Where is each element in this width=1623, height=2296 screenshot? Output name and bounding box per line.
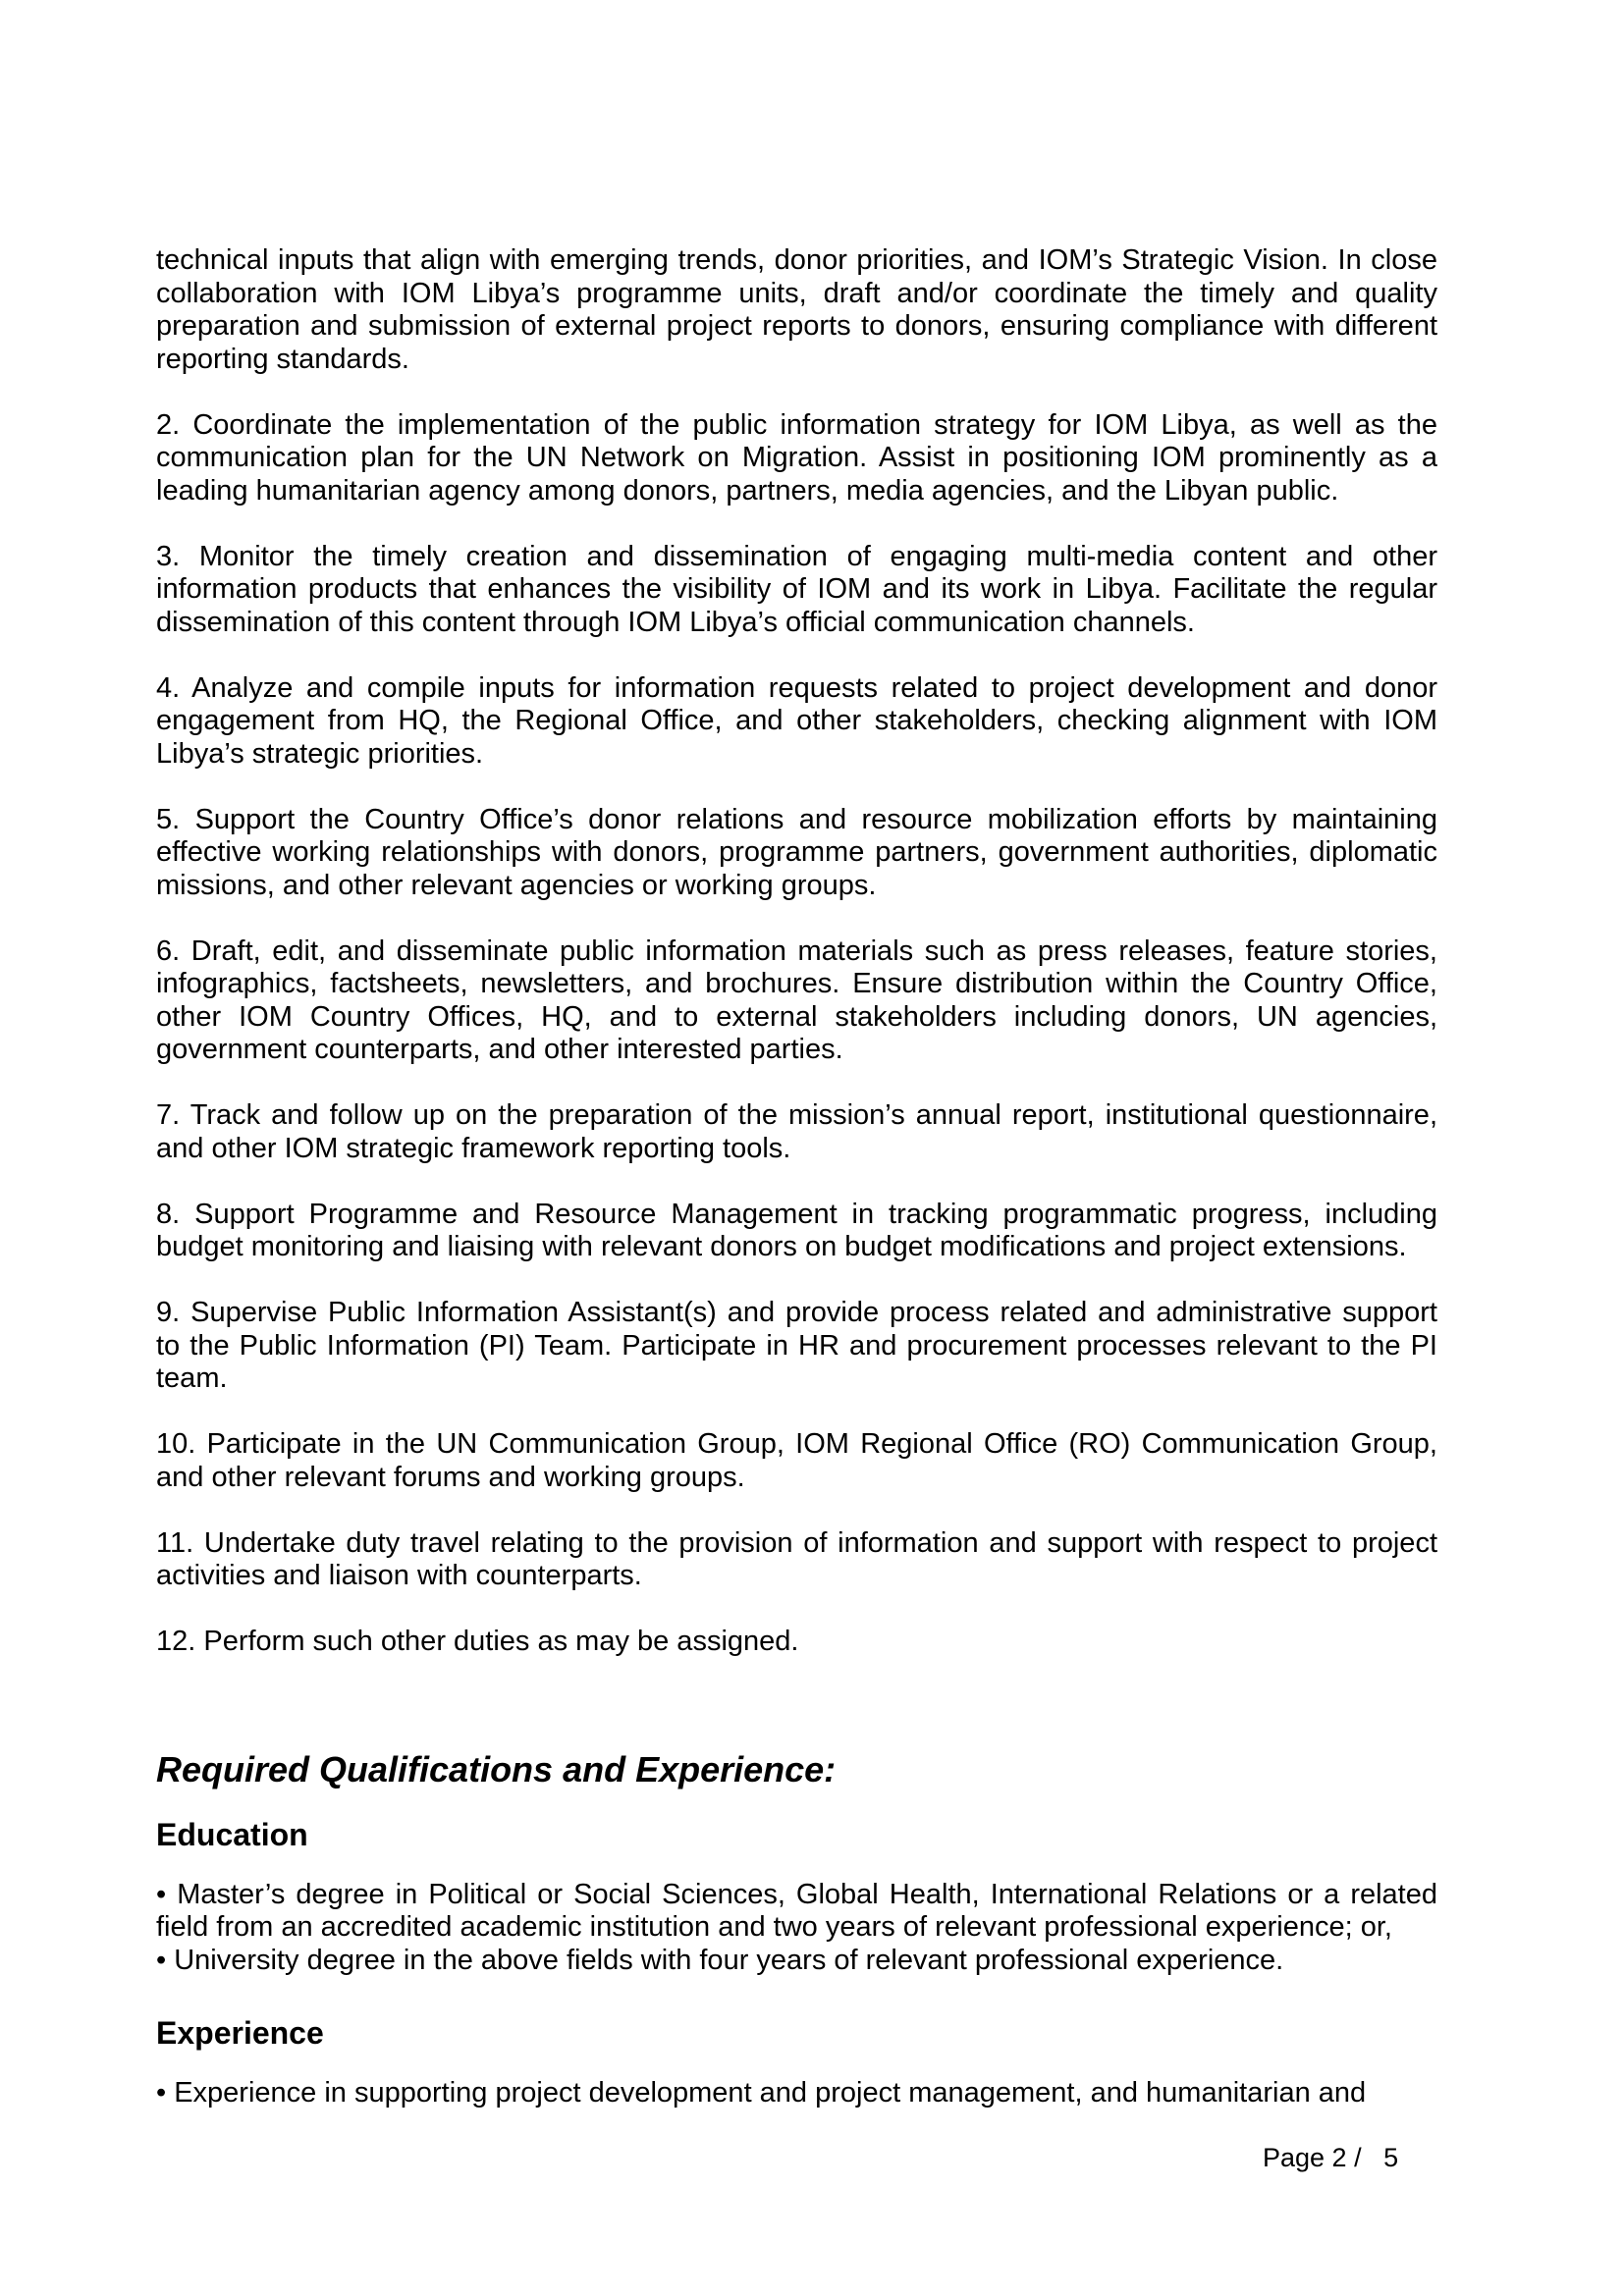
duty-item-11: 11. Undertake duty travel relating to the provision of information and support with respect to project activities and liaison with counterparts.	[156, 1526, 1437, 1591]
page-number: Page 2 / 5	[1263, 2143, 1399, 2172]
duty-item-2: 2. Coordinate the implementation of the public information strategy for IOM Libya, as well as the communication plan for the UN Network on Migration. Assist in positioning IOM prominently as a leading humanitarian agency among donors, partners, media agencies, and the Libyan public.	[156, 408, 1437, 507]
duty-item-6: 6. Draft, edit, and disseminate public information materials such as press releases, feature stories, infographics, factsheets, newsletters, and brochures. Ensure distribution within the Country Office, other IOM Country Offices, HQ, and to external stakeholders including donors, UN agencies, government counterparts, and other interested parties.	[156, 934, 1437, 1065]
duty-item-3: 3. Monitor the timely creation and dissemination of engaging multi-media content and other information products that enhances the visibility of IOM and its work in Libya. Facilitate the regular dissemination of this content through IOM Libya’s official communication channels.	[156, 540, 1437, 638]
education-bullet: • Master’s degree in Political or Social Sciences, Global Health, International Relations or a related field from an accredited academic institution and two years of relevant professional experience; or,	[156, 1878, 1437, 1943]
duty-item-10: 10. Participate in the UN Communication Group, IOM Regional Office (RO) Communication Group, and other relevant forums and working groups.	[156, 1428, 1437, 1493]
duty-item-9: 9. Supervise Public Information Assistant(s) and provide process related and administrative support to the Public Information (PI) Team. Participate in HR and procurement processes relevant to the PI team.	[156, 1297, 1437, 1394]
duty-item-8: 8. Support Programme and Resource Management in tracking programmatic progress, including budget monitoring and liaising with relevant donors on budget modifications and project extensions.	[156, 1198, 1437, 1262]
experience-list	[156, 2077, 1437, 2110]
duty-item-7: 7. Track and follow up on the preparation of the mission’s annual report, institutional questionnaire, and other IOM strategic framework reporting tools.	[156, 1099, 1437, 1164]
qualifications-heading: Required Qualifications and Experience:	[156, 1748, 837, 1789]
paragraph-intro-continuation: technical inputs that align with emerging trends, donor priorities, and IOM’s Strategic Vision. In close collaboration with IOM Libya’s programme units, draft and/or coordinate the timely and quality preparation and submission of external project reports to donors, ensuring compliance with different reporting standards.	[156, 244, 1437, 375]
education-bullet: • University degree in the above fields with four years of relevant professional experience.	[156, 1944, 1284, 1976]
experience-heading: Experience	[156, 2015, 324, 2051]
document-page	[156, 244, 1437, 2148]
duty-item-5: 5. Support the Country Office’s donor relations and resource mobilization efforts by maintaining effective working relationships with donors, programme partners, government authorities, diplomatic missions, and other relevant agencies or working groups.	[156, 803, 1437, 901]
education-heading: Education	[156, 1816, 308, 1852]
experience-bullet: • Experience in supporting project development and project management, and humanitarian and	[156, 2077, 1367, 2109]
duty-item-12: 12. Perform such other duties as may be assigned.	[156, 1626, 799, 1657]
duty-item-4: 4. Analyze and compile inputs for information requests related to project development and donor engagement from HQ, the Regional Office, and other stakeholders, checking alignment with IOM Libya’s strategic priorities.	[156, 671, 1437, 770]
education-list	[156, 1879, 1437, 1978]
